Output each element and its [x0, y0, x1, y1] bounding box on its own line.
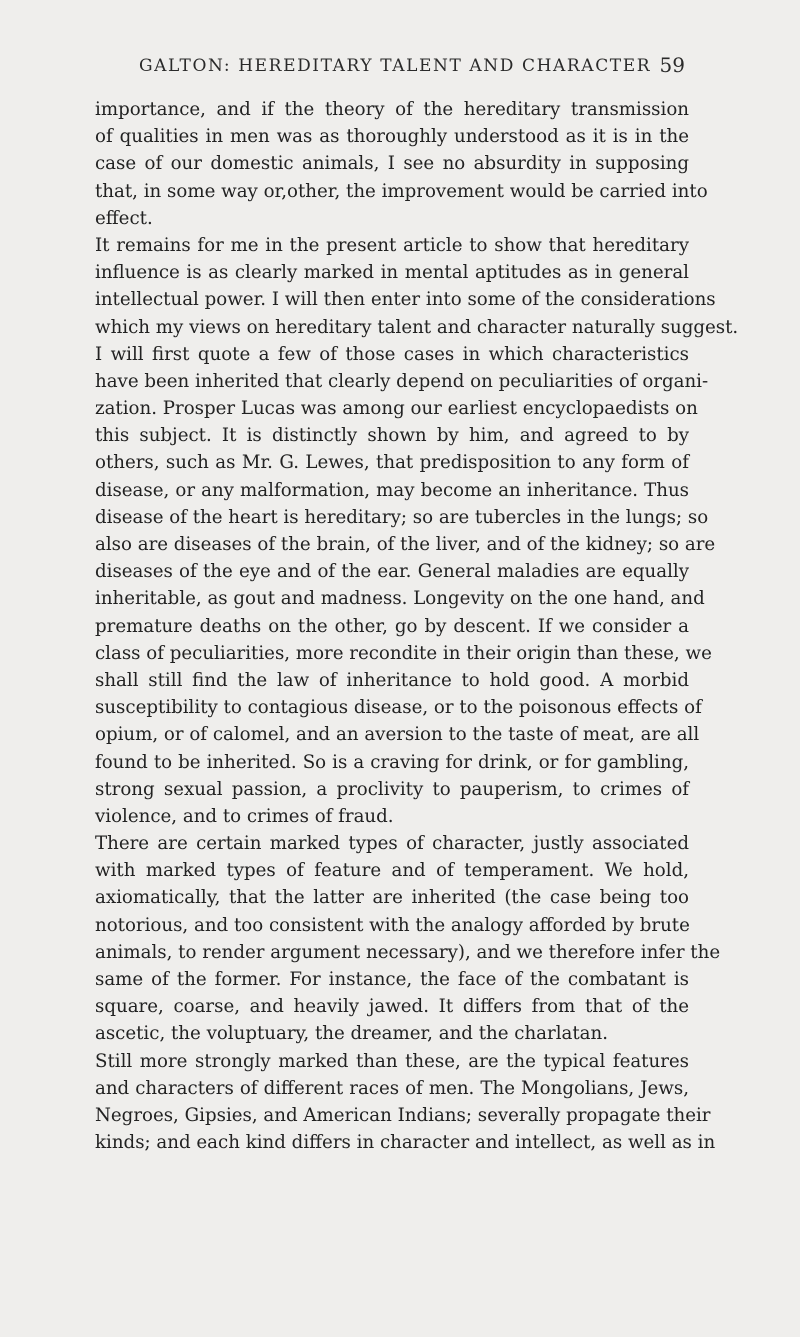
text-line: diseases of the eye and of the ear. General maladies are equally: [95, 561, 689, 583]
text-line: and characters of different races of men. The Mongolians, Jews,: [95, 1077, 689, 1099]
text-line: strong sexual passion, a proclivity to pauperism, to crimes of: [95, 778, 689, 800]
text-line: class of peculiarities, more recondite in their origin than these, we: [95, 642, 712, 664]
text-line: disease, or any malformation, may become an inheritance. Thus: [95, 479, 689, 501]
text-line: animals, to render argument necessary), and we therefore infer the: [95, 941, 721, 963]
text-line: influence is as clearly marked in mental aptitudes as in general: [95, 262, 689, 284]
text-line: notorious, and too consistent with the analogy afforded by brute: [95, 914, 690, 936]
text-line: zation. Prosper Lucas was among our earliest encyclopaedists on: [95, 398, 698, 420]
text-line: inheritable, as gout and madness. Longevity on the one hand, and: [95, 588, 705, 610]
text-line: importance, and if the theory of the hereditary transmission: [95, 99, 689, 120]
text-line: case of our domestic animals, I see no absurdity in supposing: [95, 153, 689, 175]
text-line: have been inherited that clearly depend on peculiarities of organi-: [95, 370, 709, 392]
text-line: opium, or of calomel, and an aversion to the taste of meat, are all: [95, 724, 700, 746]
text-line: There are certain marked types of character, justly associated: [95, 833, 689, 855]
text-line: premature deaths on the other, go by descent. If we consider a: [95, 615, 689, 637]
text-line: found to be inherited. So is a craving for drink, or for gambling,: [95, 751, 689, 773]
text-line: effect.: [95, 207, 153, 229]
text-line: Negroes, Gipsies, and American Indians; severally propagate their: [95, 1104, 711, 1126]
text-line: ascetic, the voluptuary, the dreamer, and the charlatan.: [95, 1023, 609, 1045]
text-line: axiomatically, that the latter are inherited (the case being too: [95, 887, 689, 909]
text-line: Still more strongly marked than these, are the typical features: [95, 1050, 689, 1072]
text-line: I will first quote a few of those cases in which characteristics: [95, 343, 689, 365]
text-line: It remains for me in the present article to show that hereditary: [95, 234, 689, 256]
text-line: same of the former. For instance, the face of the combatant is: [95, 969, 689, 990]
text-line: that, in some way or,other, the improvement would be carried into: [95, 180, 708, 202]
text-line: violence, and to crimes of fraud.: [95, 805, 394, 827]
running-head: [95, 53, 685, 80]
running-title: GALTON: HEREDITARY TALENT AND CHARACTER: [139, 56, 652, 76]
text-line: this subject. It is distinctly shown by him, and agreed to by: [95, 425, 689, 447]
text-line: susceptibility to contagious disease, or to the poisonous effects of: [95, 697, 702, 719]
text-line: of qualities in men was as thoroughly understood as it is in the: [95, 126, 689, 148]
text-line: which my views on hereditary talent and character naturally suggest.: [95, 316, 739, 338]
text-line: disease of the heart is hereditary; so are tubercles in the lungs; so: [95, 506, 709, 528]
text-line: with marked types of feature and of temperament. We hold,: [95, 860, 689, 882]
text-line: kinds; and each kind differs in character and intellect, as well as in: [95, 1132, 716, 1154]
text-line: intellectual power. I will then enter into some of the considerations: [95, 289, 716, 311]
body-text: [95, 96, 739, 1156]
text-line: also are diseases of the brain, of the liver, and of the kidney; so are: [95, 534, 716, 555]
text-line: square, coarse, and heavily jawed. It differs from that of the: [95, 996, 689, 1018]
text-line: shall still find the law of inheritance to hold good. A morbid: [95, 669, 689, 691]
page-number: 59: [659, 53, 685, 77]
text-line: others, such as Mr. G. Lewes, that predisposition to any form of: [95, 452, 689, 474]
